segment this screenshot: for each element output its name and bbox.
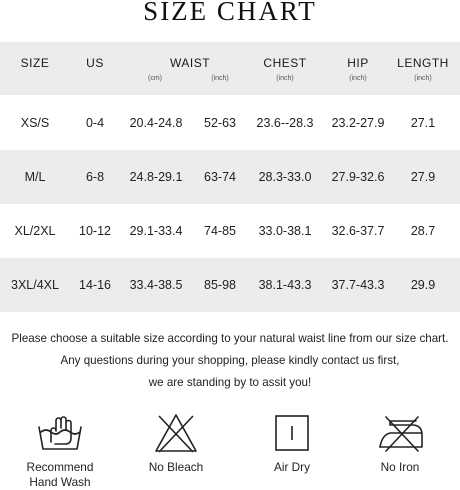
header-length: LENGTH — [397, 56, 449, 70]
cell-size: M/L — [24, 170, 46, 184]
no-bleach-icon — [153, 412, 199, 454]
care-label: No Bleach — [148, 460, 204, 474]
cell-size: XL/2XL — [14, 224, 56, 238]
page-title: SIZE CHART — [143, 0, 317, 26]
cell-waist-cm: 20.4-24.8 — [129, 116, 183, 130]
care-label: Air Dry — [273, 460, 311, 474]
cell-hip: 23.2-27.9 — [331, 116, 385, 130]
table-row — [0, 258, 460, 312]
cell-us: 14-16 — [79, 278, 111, 292]
cell-chest: 38.1-43.3 — [258, 278, 312, 292]
no-iron-icon — [376, 413, 426, 453]
cell-us: 0-4 — [85, 116, 105, 130]
cell-size: 3XL/4XL — [11, 278, 59, 292]
care-label: Recommend — [26, 460, 94, 474]
cell-hip: 32.6-37.7 — [331, 224, 385, 238]
cell-size: XS/S — [20, 116, 50, 130]
cell-waist-inch: 74-85 — [204, 224, 236, 238]
note-line: we are standing by to assit you! — [148, 376, 312, 389]
cell-length: 27.1 — [410, 116, 436, 130]
header-size: SIZE — [20, 56, 50, 70]
cell-waist-inch: 63-74 — [204, 170, 236, 184]
header-hip: HIP — [347, 56, 369, 70]
cell-length: 28.7 — [410, 224, 436, 238]
note-line: Please choose a suitable size according to your natural waist line from our size chart. — [11, 332, 449, 345]
air-dry-icon — [273, 413, 311, 453]
cell-us: 10-12 — [79, 224, 111, 238]
unit-waist-inch: (inch) — [211, 75, 229, 82]
table-row — [0, 150, 460, 204]
note-line: Any questions during your shopping, please kindly contact us first, — [60, 354, 400, 367]
unit-chest-inch: (inch) — [276, 75, 294, 82]
cell-waist-cm: 29.1-33.4 — [129, 224, 183, 238]
cell-waist-inch: 85-98 — [204, 278, 236, 292]
cell-chest: 28.3-33.0 — [258, 170, 312, 184]
cell-chest: 33.0-38.1 — [258, 224, 312, 238]
unit-hip-inch: (inch) — [349, 75, 367, 82]
care-label: Hand Wash — [29, 475, 91, 489]
unit-waist-cm: (cm) — [148, 75, 162, 82]
cell-hip: 37.7-43.3 — [331, 278, 385, 292]
cell-hip: 27.9-32.6 — [331, 170, 385, 184]
care-label: No Iron — [380, 460, 420, 474]
hand-wash-icon — [36, 413, 84, 455]
header-us: US — [86, 56, 104, 70]
table-header-row — [0, 42, 460, 95]
cell-waist-cm: 24.8-29.1 — [129, 170, 183, 184]
header-waist: WAIST — [169, 56, 211, 70]
unit-length-inch: (inch) — [414, 75, 432, 82]
cell-waist-cm: 33.4-38.5 — [129, 278, 183, 292]
cell-length: 29.9 — [410, 278, 436, 292]
cell-chest: 23.6--28.3 — [256, 116, 314, 130]
cell-us: 6-8 — [85, 170, 105, 184]
table-row — [0, 95, 460, 150]
cell-length: 27.9 — [410, 170, 436, 184]
header-chest: CHEST — [263, 56, 307, 70]
cell-waist-inch: 52-63 — [204, 116, 236, 130]
table-row — [0, 204, 460, 258]
